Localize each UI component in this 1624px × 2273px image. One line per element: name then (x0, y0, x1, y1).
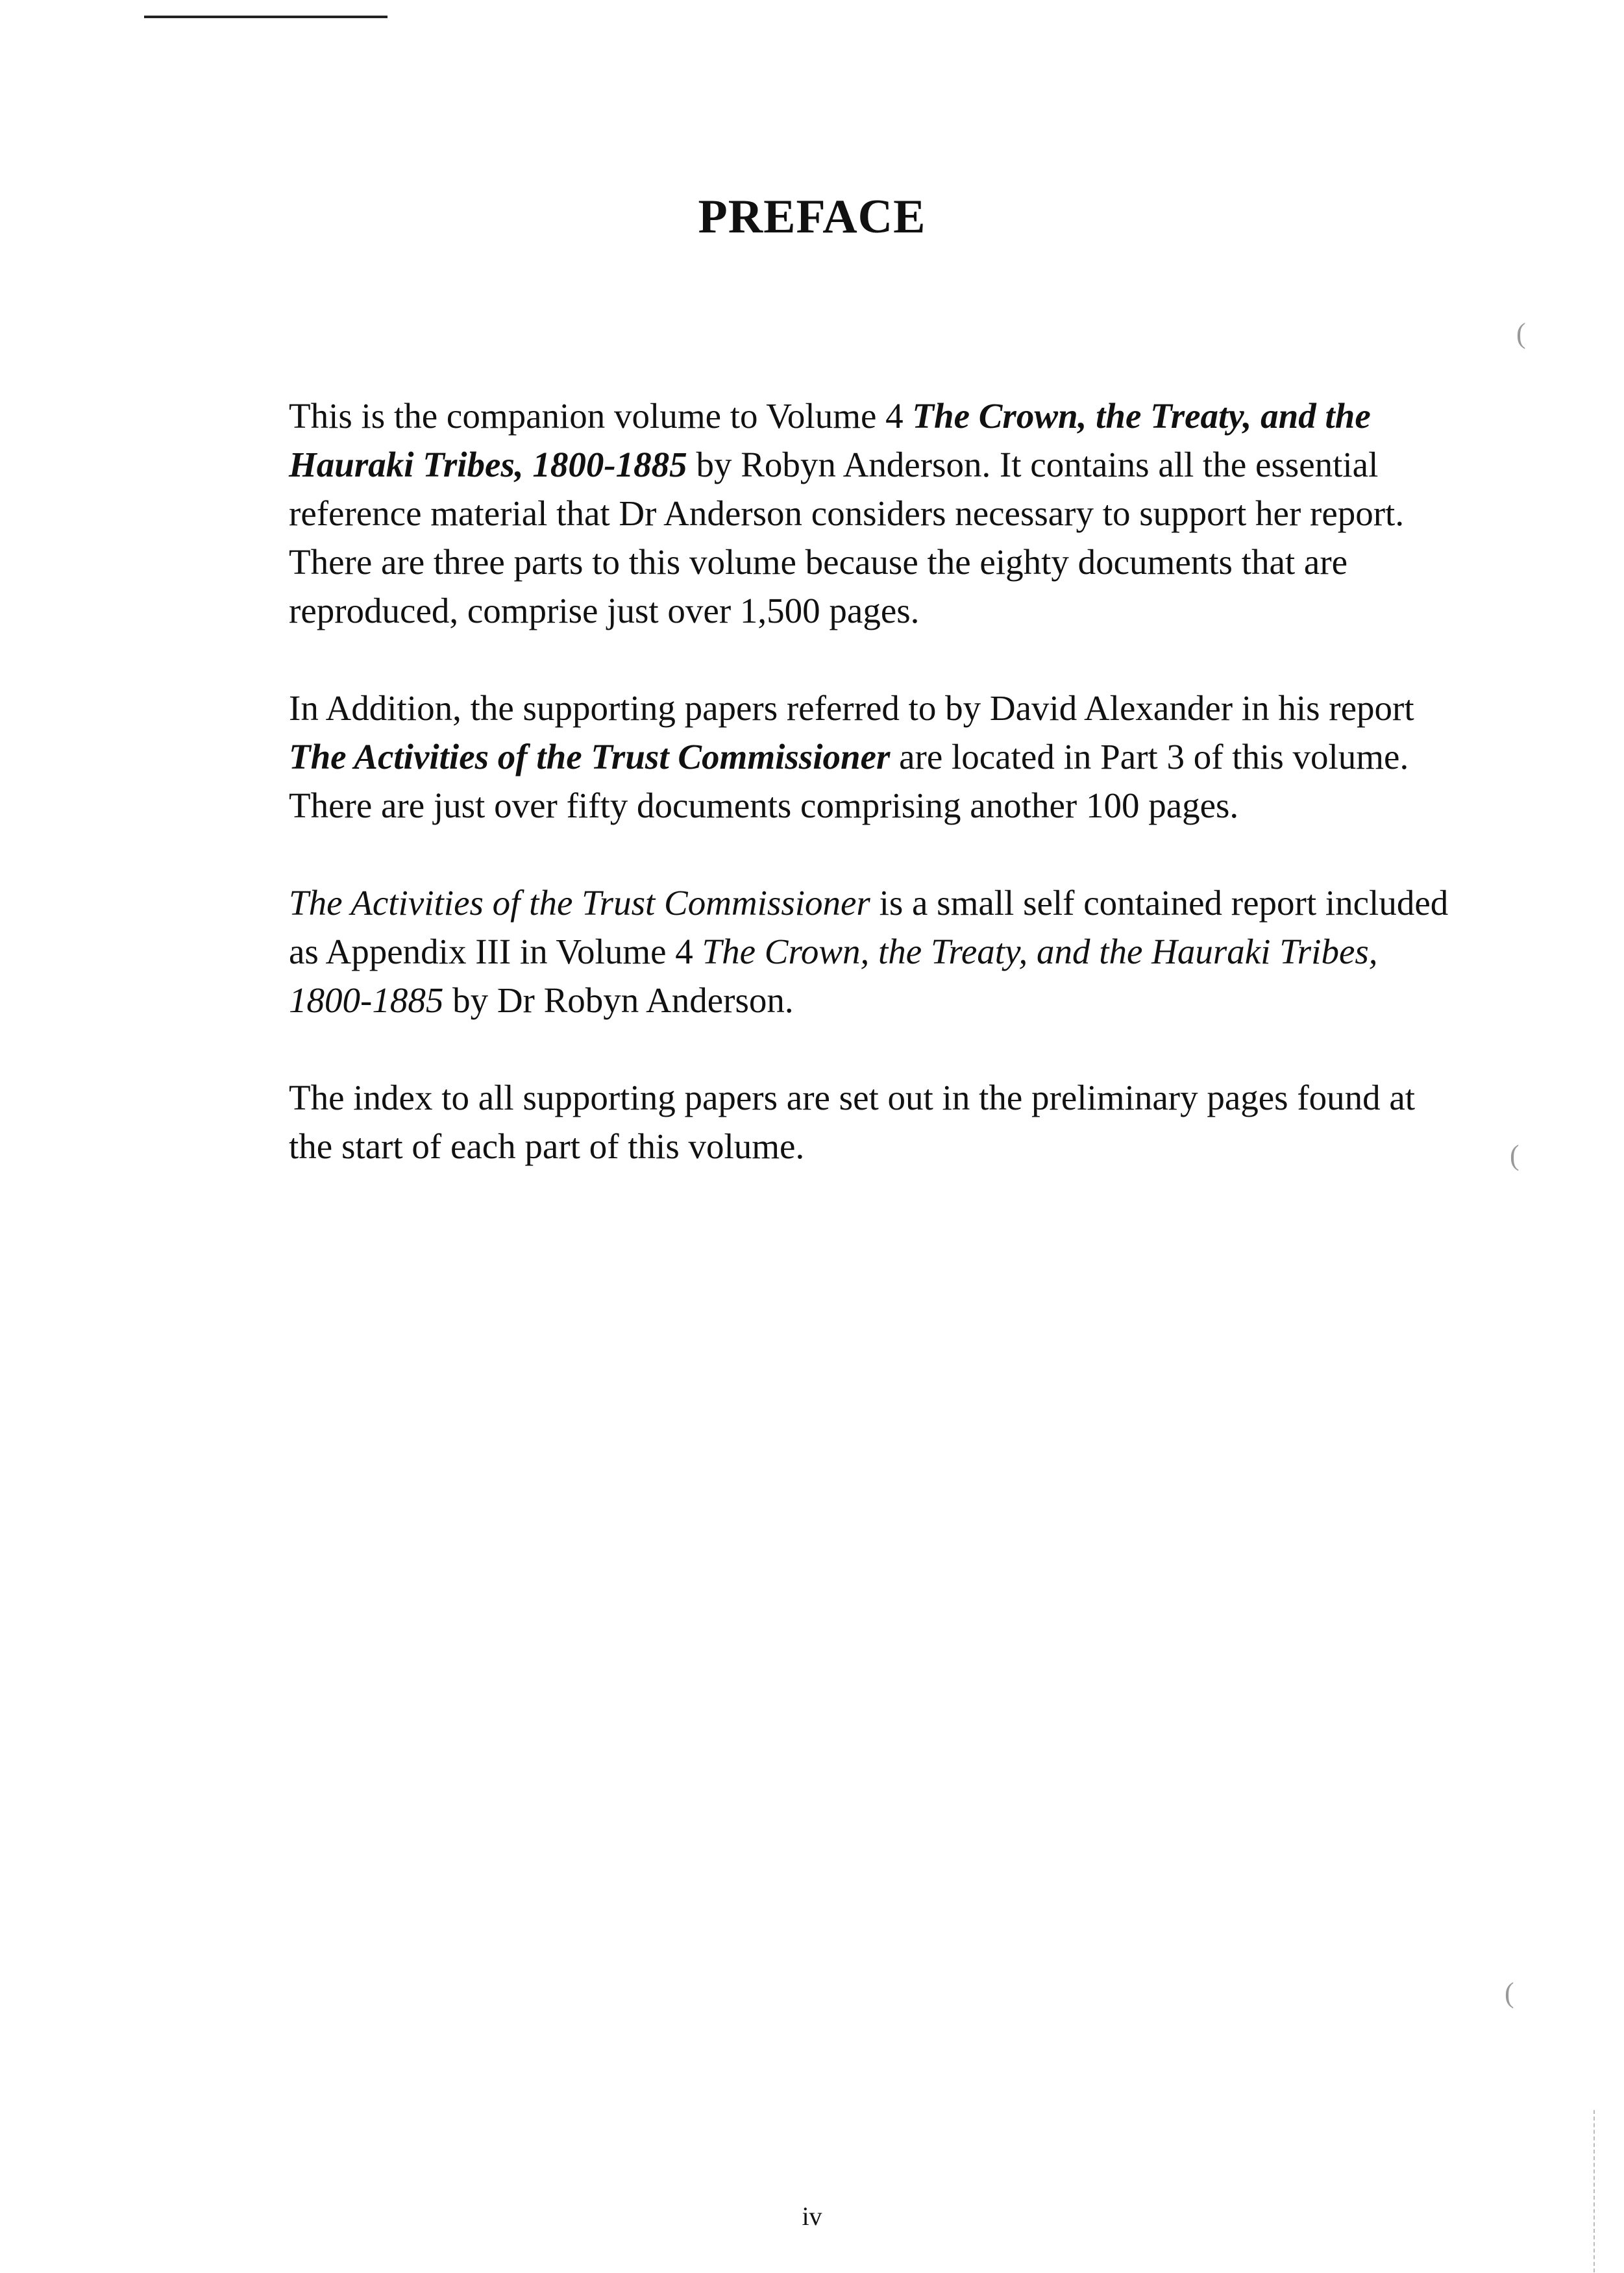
page-title: PREFACE (698, 190, 926, 243)
text-run: The index to all supporting papers are set out in the preliminary pages found at the start of each part of this volume. (289, 1078, 1416, 1166)
text-run: by Dr Robyn Anderson. (443, 980, 794, 1020)
book-title: The Crown, the Treaty, and the Hauraki Tribes, 1800-1885 (289, 396, 1371, 484)
scan-mark: ( (1516, 317, 1526, 349)
paragraph-1 (289, 391, 1457, 635)
scan-edge (1593, 2110, 1595, 2272)
text-run: are located in Part 3 of this volume. There are just over fifty documents comprising another 100 pages. (289, 737, 1409, 825)
text-run: This is the companion volume to Volume 4 (289, 396, 913, 436)
page-number: iv (802, 2202, 822, 2231)
book-title: The Crown, the Treaty, and the Hauraki Tribes, 1800-1885 (289, 932, 1378, 1020)
text-run: In Addition, the supporting papers referred to by David Alexander in his report (289, 688, 1414, 728)
report-title: The Activities of the Trust Commissioner (289, 737, 891, 776)
paragraph-3 (289, 878, 1457, 1025)
scan-mark: ( (1510, 1139, 1519, 1171)
text-run: by Robyn Anderson. It contains all the essential reference material that Dr Anderson considers necessary to support her report. There are three parts to this volume because the eighty documents that are reproduced, comprise just over 1,500 pages. (289, 445, 1405, 630)
body-text (289, 391, 1457, 1219)
text-run: is a small self contained report included as Appendix III in Volume 4 (289, 883, 1449, 971)
paragraph-2 (289, 684, 1457, 830)
report-title: The Activities of the Trust Commissioner (289, 883, 870, 923)
paragraph-4 (289, 1073, 1457, 1171)
scan-mark: ( (1505, 1977, 1514, 2009)
corner-rule (144, 16, 388, 18)
